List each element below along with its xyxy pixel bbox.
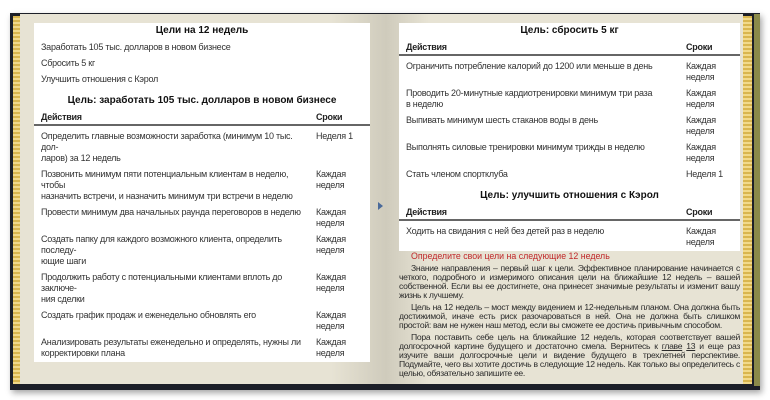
table-body [399, 61, 740, 180]
term-text: неделя [686, 72, 715, 82]
action-text: Проводить 20-минутные кардиотренировки минимум три раза [406, 88, 653, 98]
column-header-actions: Действия [406, 42, 447, 52]
term-cell [316, 310, 370, 332]
action-text: корректировки плана [41, 348, 125, 358]
page-edge-right [743, 16, 752, 384]
term-text: неделя [316, 218, 345, 228]
table-row [399, 169, 740, 180]
paragraph-text: Пора поставить себе цель на ближайшие 12 недель, которая соответствует вашей долгосрочной картине будущего и достаточно смела. Вернитесь к [399, 332, 740, 351]
mouse-cursor-icon [378, 202, 383, 210]
column-header-actions: Действия [41, 112, 82, 122]
paragraph: Цель на 12 недель – мост между видением и 12-недельным планом. Она должна быть достижимой, иначе есть риск разочароваться в ней. Она не должна быть слишком простой: вам не нужен наш метод, если вы сможете ее достичь привычным способом. [399, 302, 740, 330]
action-text: Ходить на свидания с ней без детей раз в неделю [406, 226, 605, 236]
term-text: неделя [686, 126, 715, 136]
paragraph: Знание направления – первый шаг к цели. Эффективное планирование начинается с четкого, подробного и измеримого описания цели на ближайшие 12 недель – вашей собственной. Если вы ее достигнете, она принесет значимые результаты и изменит вашу жизнь к лучшему. [399, 263, 740, 300]
table-row [399, 88, 740, 110]
term-text: неделя [316, 180, 345, 190]
action-text: Позвонить минимум пяти потенциальным клиентам в неделю, чтобы [41, 169, 289, 190]
action-cell [41, 131, 316, 164]
action-cell [406, 61, 686, 83]
book-spine-edge [754, 14, 760, 386]
table-body [34, 131, 370, 359]
term-cell [316, 131, 370, 164]
action-text: Ограничить потребление калорий до 1200 или меньше в день [406, 61, 653, 71]
term-text: Неделя 1 [316, 131, 353, 141]
term-cell [686, 142, 740, 164]
column-header-terms: Сроки [686, 42, 713, 52]
term-cell [686, 169, 740, 180]
term-cell [316, 169, 370, 202]
table-body [399, 226, 740, 248]
term-text: Каждая [316, 310, 346, 320]
action-text: Анализировать результаты еженедельно и определять, нужны ли [41, 337, 301, 347]
term-cell [686, 226, 740, 248]
term-text: Каждая [316, 169, 346, 179]
term-cell [686, 88, 740, 110]
goals-title: Цели на 12 недель [155, 25, 249, 36]
section-title: Цель: улучшить отношения с Кэрол [480, 190, 659, 201]
table-row [34, 337, 370, 359]
term-text: Каждая [316, 207, 346, 217]
action-text: назначить встречи, и назначить минимум три встречи в неделю [41, 191, 293, 201]
section-title: Цель: сбросить 5 кг [520, 25, 619, 36]
term-text: неделя [686, 153, 715, 163]
table-row [399, 61, 740, 83]
right-goals-table [399, 23, 740, 251]
paragraph [399, 333, 740, 378]
action-cell [406, 115, 686, 137]
term-text: Неделя 1 [686, 169, 723, 179]
paragraph-text: и еще раз изучите ваши долгосрочные цели и видение будущего в трехлетней перспективе. Подумайте, чего вы хотите достичь в следующие 12 недель. Как только вы определитесь с целью, обязательно запишите ее. [399, 341, 740, 378]
action-text: Создать график продаж и еженедельно обновлять его [41, 310, 256, 320]
action-cell [41, 337, 316, 359]
action-text: ларов) за 12 недель [41, 153, 121, 163]
term-text: Каждая [316, 234, 346, 244]
action-cell [41, 272, 316, 305]
table-row [399, 226, 740, 248]
table-header [34, 112, 370, 126]
term-text: неделя [316, 283, 345, 293]
term-text: Каждая [686, 142, 716, 152]
action-cell [406, 88, 686, 110]
table-row [34, 234, 370, 267]
term-cell [686, 115, 740, 137]
goal-item: Заработать 105 тыс. долларов в новом бизнесе [41, 42, 231, 52]
term-text: Каждая [316, 337, 346, 347]
left-goals-table [34, 23, 370, 362]
action-cell [41, 207, 316, 229]
action-text: Выполнять силовые тренировки минимум трижды в неделю [406, 142, 645, 152]
action-cell [41, 310, 316, 332]
term-text: Каждая [316, 272, 346, 282]
table-row [34, 207, 370, 229]
term-text: неделя [316, 348, 345, 358]
term-text: неделя [316, 321, 345, 331]
term-text: неделя [686, 237, 715, 247]
action-cell [406, 226, 686, 248]
action-text: Определить главные возможности заработка (минимум 10 тыс. дол- [41, 131, 293, 152]
link-chapter-number[interactable]: 13 [686, 341, 696, 351]
goal-item: Сбросить 5 кг [41, 58, 95, 68]
action-text: Провести минимум два начальных раунда переговоров в неделю [41, 207, 301, 217]
action-cell [406, 169, 686, 180]
term-cell [316, 337, 370, 359]
term-text: Каждая [686, 88, 716, 98]
goal-item: Улучшить отношения с Кэрол [41, 74, 159, 84]
term-cell [316, 234, 370, 267]
action-text: Стать членом спортклуба [406, 169, 508, 179]
action-text: ния сделки [41, 294, 85, 304]
action-text: Выпивать минимум шесть стаканов воды в день [406, 115, 598, 125]
table-row [399, 142, 740, 164]
column-header-actions: Действия [406, 207, 447, 217]
action-cell [41, 234, 316, 267]
term-text: неделя [686, 99, 715, 109]
action-cell [41, 169, 316, 202]
term-text: неделя [316, 245, 345, 255]
term-cell [316, 272, 370, 305]
column-header-terms: Сроки [686, 207, 713, 217]
column-header-terms: Сроки [316, 112, 343, 122]
table-row [34, 272, 370, 305]
table-row [34, 310, 370, 332]
term-cell [686, 61, 740, 83]
section-title: Цель: заработать 105 тыс. долларов в новом бизнесе [67, 95, 337, 106]
section-heading: Определите свои цели на следующие 12 недель [411, 251, 610, 261]
action-cell [406, 142, 686, 164]
table-row [34, 131, 370, 164]
term-text: Каждая [686, 226, 716, 236]
article-text [399, 251, 740, 381]
term-text: Каждая [686, 115, 716, 125]
table-row [399, 115, 740, 137]
action-text: ющие шаги [41, 256, 86, 266]
action-text: Продолжить работу с потенциальными клиентами вплоть до заключе- [41, 272, 283, 293]
page-edge-left [13, 16, 20, 384]
term-cell [316, 207, 370, 229]
table-header [399, 207, 740, 221]
action-text: Создать папку для каждого возможного клиента, определить последу- [41, 234, 282, 255]
table-header [399, 42, 740, 56]
term-text: Каждая [686, 61, 716, 71]
action-text: в неделю [406, 99, 444, 109]
link-chapter[interactable]: главе [661, 341, 683, 351]
table-row [34, 169, 370, 202]
